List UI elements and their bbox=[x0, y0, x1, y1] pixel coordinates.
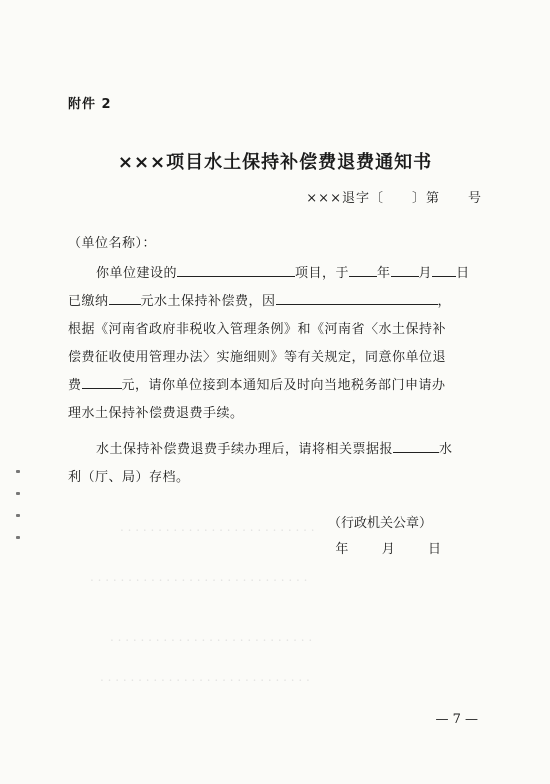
text-segment: 年 bbox=[377, 266, 391, 281]
paragraph-2-line-2: 利（厅、局）存档。 bbox=[68, 470, 190, 485]
blank-project-name bbox=[177, 264, 295, 277]
text-segment: 元，请你单位接到本通知后及时向当地税务部门申请办 bbox=[121, 378, 446, 393]
text-segment: 水土保持补偿费退费手续办理后，请将相关票据报 bbox=[96, 442, 394, 457]
text-segment: 月 bbox=[418, 266, 433, 281]
text-segment: 元水土保持补偿费，因 bbox=[140, 294, 276, 309]
binding-holes bbox=[16, 470, 22, 560]
paragraph-1-line-5 bbox=[68, 374, 446, 393]
text-segment: ， bbox=[437, 294, 452, 309]
text-segment: 水 bbox=[439, 442, 453, 457]
document-number bbox=[306, 187, 482, 206]
document-title: ×××项目水土保持补偿费退费通知书 bbox=[117, 152, 433, 173]
text-segment: 你单位建设的 bbox=[96, 266, 178, 281]
attachment-label: 附件 2 bbox=[68, 97, 112, 112]
blank-paid-amount bbox=[109, 292, 141, 305]
official-seal-placeholder: （行政机关公章） bbox=[327, 516, 432, 531]
paragraph-1-line-4: 偿费征收使用管理办法〉实施细则》等有关规定，同意你单位退 bbox=[68, 350, 447, 365]
doc-number-prefix: ×××退字〔 bbox=[306, 191, 384, 206]
blank-month bbox=[391, 264, 419, 277]
recipient-line bbox=[68, 232, 156, 251]
text-segment: 项目，于 bbox=[295, 266, 350, 281]
signature-date bbox=[335, 538, 442, 557]
blank-authority bbox=[393, 440, 439, 453]
date-day: 日 bbox=[427, 542, 442, 557]
doc-number-suffix: 号 bbox=[467, 191, 482, 206]
recipient: （单位名称）： bbox=[68, 236, 157, 251]
blank-day bbox=[432, 264, 456, 277]
paragraph-1-line-6: 理水土保持补偿费退费手续。 bbox=[68, 406, 244, 421]
blank-reason bbox=[276, 292, 438, 305]
bleed-through: . . . . . . . . . . . . . . . . . . . . . . . . . . . bbox=[110, 630, 313, 644]
date-month: 月 bbox=[381, 542, 396, 557]
date-year: 年 bbox=[335, 542, 350, 557]
paragraph-1-line-3: 根据《河南省政府非税收入管理条例》和《河南省〈水土保持补 bbox=[68, 322, 447, 337]
bleed-through: . . . . . . . . . . . . . . . . . . . . . . . . . . . . . bbox=[90, 570, 308, 584]
blank-year bbox=[349, 264, 377, 277]
text-segment: 日 bbox=[456, 266, 470, 281]
paragraph-1-line-2 bbox=[68, 290, 451, 309]
paragraph-2-line-1 bbox=[96, 438, 453, 457]
text-segment: 费 bbox=[68, 378, 82, 393]
page-number: — 7 — bbox=[435, 712, 478, 727]
blank-refund-amount bbox=[82, 376, 122, 389]
bleed-through: . . . . . . . . . . . . . . . . . . . . . . . . . . bbox=[120, 520, 315, 534]
doc-number-mid: 〕第 bbox=[411, 191, 440, 206]
paragraph-1-line-1 bbox=[96, 262, 470, 281]
text-segment: 已缴纳 bbox=[68, 294, 109, 309]
bleed-through: . . . . . . . . . . . . . . . . . . . . . . . . . . . . bbox=[100, 670, 310, 684]
